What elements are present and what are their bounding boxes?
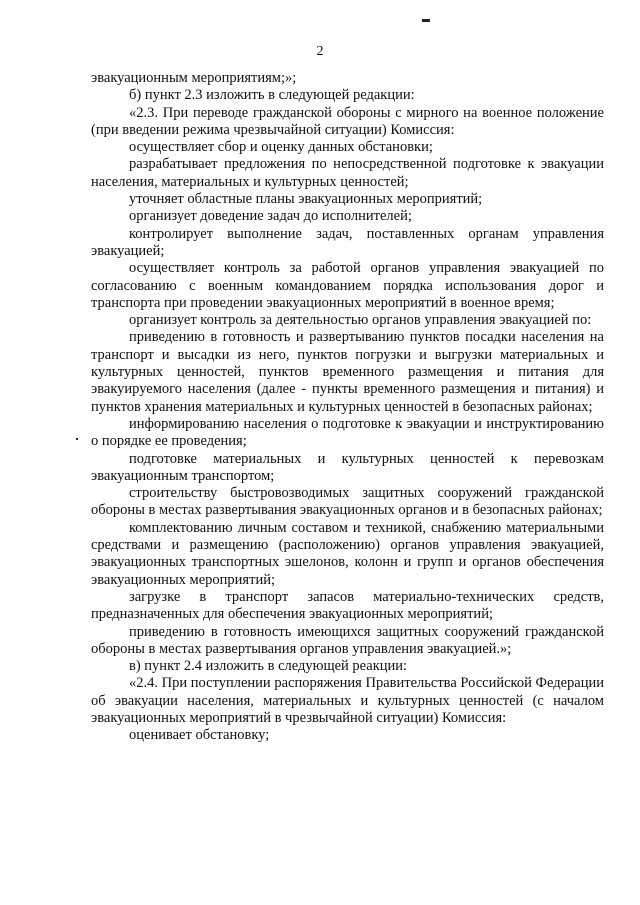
paragraph: строительству быстровозводимых защитных сооружений гражданской обороны в местах развертывания эвакуационных органов и в безопасных районах; xyxy=(91,485,604,519)
paragraph: оценивает обстановку; xyxy=(129,727,270,744)
paragraph: уточняет областные планы эвакуационных мероприятий; xyxy=(129,191,483,208)
paragraph: разрабатывает предложения по непосредственной подготовке к эвакуации населения, материальных и культурных ценностей; xyxy=(91,156,604,190)
paragraph: эвакуационным мероприятиям;»; xyxy=(91,70,297,86)
paragraph: загрузке в транспорт запасов материально-технических средств, предназначенных для обеспечения эвакуационных мероприятий; xyxy=(91,588,604,623)
paragraph: комплектованию личным составом и техникой, снабжению материальными средствами и размещению (расположению) органов управления эвакуацией, эвакуационных транспортных эшелонов, колонн и групп и органов обеспечения эвакуационных мероприятий; xyxy=(91,519,604,588)
paragraph: приведению в готовность и развертыванию пунктов посадки населения на транспорт и высадки из него, пунктов погрузки и выгрузки материальных и культурных ценностей, пунктов временного размещения и питания для эвакуируемого населения (далее - пункты временного размещения и питания) и пунктов хранения материальных и культурных ценностей в безопасных районах; xyxy=(91,329,604,415)
page-number: 2 xyxy=(316,44,324,59)
paragraph: подготовке материальных и культурных ценностей к перевозкам эвакуационным транспортом; xyxy=(91,450,604,484)
document-body xyxy=(91,70,604,745)
paragraph: осуществляет сбор и оценку данных обстановки; xyxy=(129,139,433,156)
paragraph: организует доведение задач до исполнителей; xyxy=(129,208,412,225)
scan-mark-left xyxy=(76,438,78,440)
paragraph: контролирует выполнение задач, поставленных органам управления эвакуацией; xyxy=(91,225,604,259)
paragraph: информированию населения о подготовке к эвакуации и инструктированию о порядке ее проведения; xyxy=(91,415,604,450)
paragraph: б) пункт 2.3 изложить в следующей редакции: xyxy=(129,87,415,104)
paragraph: организует контроль за деятельностью органов управления эвакуацией по: xyxy=(129,312,592,329)
scan-mark-top xyxy=(422,19,430,22)
paragraph: «2.3. При переводе гражданской обороны с мирного на военное положение (при введении режима чрезвычайной ситуации) Комиссия: xyxy=(91,104,604,138)
paragraph: в) пункт 2.4 изложить в следующей реакции: xyxy=(129,658,408,675)
paragraph: приведению в готовность имеющихся защитных сооружений гражданской обороны в местах развертывания органов управления эвакуацией.»; xyxy=(91,623,604,657)
paragraph: осуществляет контроль за работой органов управления эвакуацией по согласованию с военным командованием порядка использования дорог и транспорта при проведении эвакуационных мероприятий в военное время; xyxy=(91,260,604,311)
paragraph: «2.4. При поступлении распоряжения Правительства Российской Федерации об эвакуации населения, материальных и культурных ценностей (с началом эвакуационных мероприятий в чрезвычайной ситуации) Комиссия: xyxy=(91,675,604,726)
